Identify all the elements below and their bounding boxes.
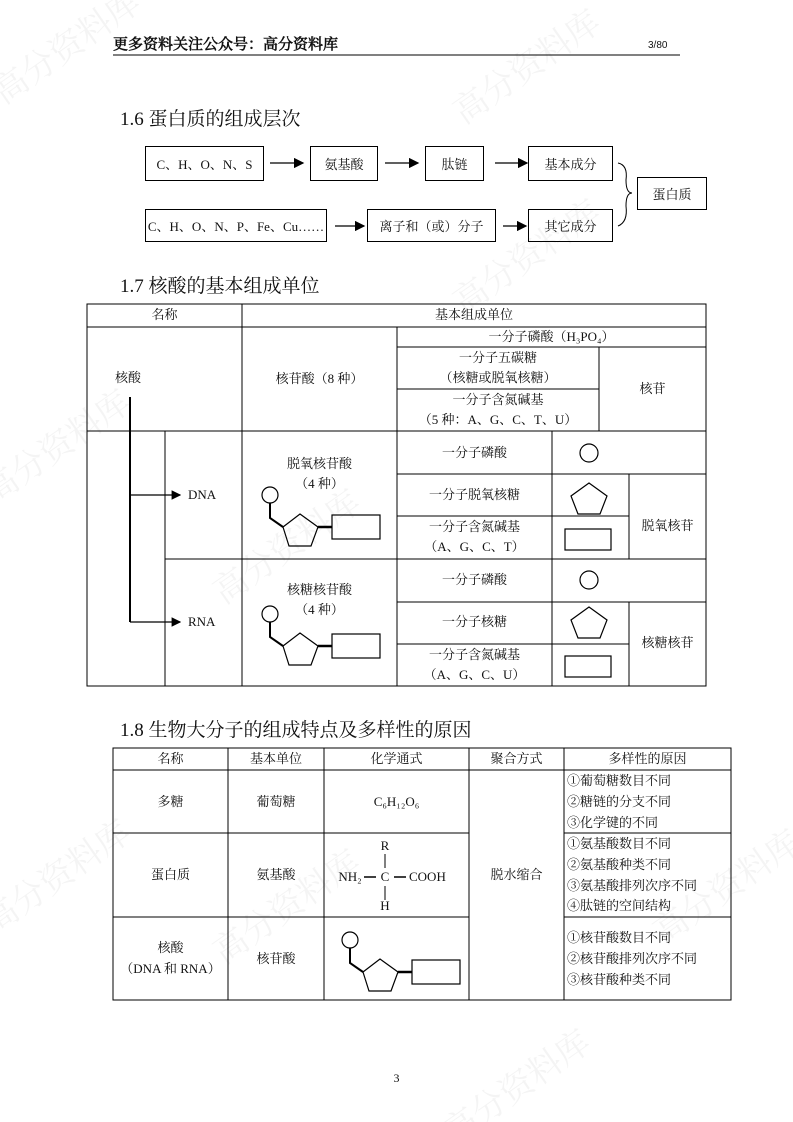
cell: 核苷 bbox=[639, 381, 666, 396]
cell: 脱氧核苷 bbox=[641, 518, 694, 533]
symbols bbox=[565, 444, 611, 677]
cell: ②氨基酸种类不同 bbox=[567, 857, 672, 872]
flow-box-result: 蛋白质 bbox=[637, 177, 707, 210]
cell: （A、G、C、T） bbox=[424, 539, 525, 554]
cell: ③核苷酸种类不同 bbox=[567, 972, 672, 987]
header-cell: 化学通式 bbox=[370, 751, 423, 766]
nucleotide-diagram bbox=[342, 932, 460, 991]
cell: 核苷酸（8 种） bbox=[275, 371, 364, 386]
cell: ③氨基酸排列次序不同 bbox=[567, 878, 698, 893]
cell: （5 种：A、G、C、T、U） bbox=[418, 412, 578, 427]
flow-box: 离子和（或）分子 bbox=[367, 209, 496, 242]
header-cell: 名称 bbox=[151, 307, 178, 322]
cell: ①核苷酸数目不同 bbox=[567, 930, 672, 945]
cell: 一分子磷酸（H₃PO₄） bbox=[488, 329, 615, 344]
formula-r: R bbox=[380, 838, 390, 853]
cell: 核苷酸 bbox=[256, 951, 296, 966]
cell: 脱氧核苷酸 bbox=[286, 456, 352, 471]
cell: （DNA 和 RNA） bbox=[120, 961, 221, 976]
cell: （4 种） bbox=[295, 602, 344, 617]
cell: ②糖链的分支不同 bbox=[567, 794, 672, 809]
cell: 一分子磷酸 bbox=[441, 572, 507, 587]
cell: 葡萄糖 bbox=[256, 794, 296, 809]
cell: C₆H₁₂O₆ bbox=[373, 794, 420, 809]
cell: ④肽链的空间结构 bbox=[567, 898, 672, 913]
cell: 核酸 bbox=[157, 940, 184, 955]
cell: （A、G、C、U） bbox=[423, 667, 526, 682]
cell: 脱水缩合 bbox=[490, 867, 543, 882]
cell: 核糖核苷 bbox=[641, 635, 694, 650]
cell: RNA bbox=[188, 614, 216, 629]
flow-box: 基本成分 bbox=[528, 146, 613, 181]
formula-c: C bbox=[380, 869, 390, 884]
section-title: 1.7 核酸的基本组成单位 bbox=[120, 276, 320, 297]
cell: 一分子核糖 bbox=[441, 614, 507, 629]
cell: 一分子含氮碱基 bbox=[428, 647, 520, 662]
cell: ③化学键的不同 bbox=[567, 815, 659, 830]
cell: 一分子含氮碱基 bbox=[428, 519, 520, 534]
formula-h: H bbox=[380, 898, 390, 913]
cell: （4 种） bbox=[295, 476, 344, 491]
header-cell: 基本组成单位 bbox=[434, 307, 513, 322]
flow-box: C、H、O、N、P、Fe、Cu…… bbox=[145, 209, 327, 242]
cell: DNA bbox=[188, 487, 217, 502]
cell: 一分子磷酸 bbox=[441, 445, 507, 460]
cell: 蛋白质 bbox=[150, 867, 190, 882]
header-cell: 基本单位 bbox=[249, 751, 302, 766]
cell: 氨基酸 bbox=[256, 867, 296, 882]
flow-box: 其它成分 bbox=[528, 209, 613, 242]
header-title: 更多资料关注公众号：高分资料库 bbox=[113, 35, 339, 53]
flow-box: 肽链 bbox=[425, 146, 484, 181]
page-count: 3/80 bbox=[648, 40, 668, 51]
cell: ①氨基酸数目不同 bbox=[567, 836, 672, 851]
brace bbox=[618, 163, 632, 226]
cell: ②核苷酸排列次序不同 bbox=[567, 951, 698, 966]
page-number: 3 bbox=[393, 1071, 400, 1085]
dna-nucleotide-diagram bbox=[262, 487, 380, 546]
cell: 核糖核苷酸 bbox=[286, 582, 352, 597]
cell: 一分子脱氧核糖 bbox=[428, 487, 520, 502]
cell: ①葡萄糖数目不同 bbox=[567, 773, 672, 788]
formula-nh2: NH₂ bbox=[338, 869, 362, 884]
header-cell: 多样性的原因 bbox=[608, 751, 687, 766]
section-title: 1.6 蛋白质的组成层次 bbox=[120, 109, 301, 130]
cell: 核酸 bbox=[115, 370, 142, 385]
flow-box: C、H、O、N、S bbox=[145, 146, 264, 181]
header-cell: 聚合方式 bbox=[490, 751, 543, 766]
formula-cooh: COOH bbox=[409, 869, 446, 884]
flow-box: 氨基酸 bbox=[310, 146, 378, 181]
cell: 一分子含氮碱基 bbox=[452, 392, 544, 407]
cell: 多糖 bbox=[157, 794, 184, 809]
cell: （核糖或脱氧核糖） bbox=[439, 370, 557, 385]
cell: 一分子五碳糖 bbox=[458, 350, 537, 365]
section-title: 1.8 生物大分子的组成特点及多样性的原因 bbox=[120, 720, 472, 741]
header-cell: 名称 bbox=[157, 751, 184, 766]
